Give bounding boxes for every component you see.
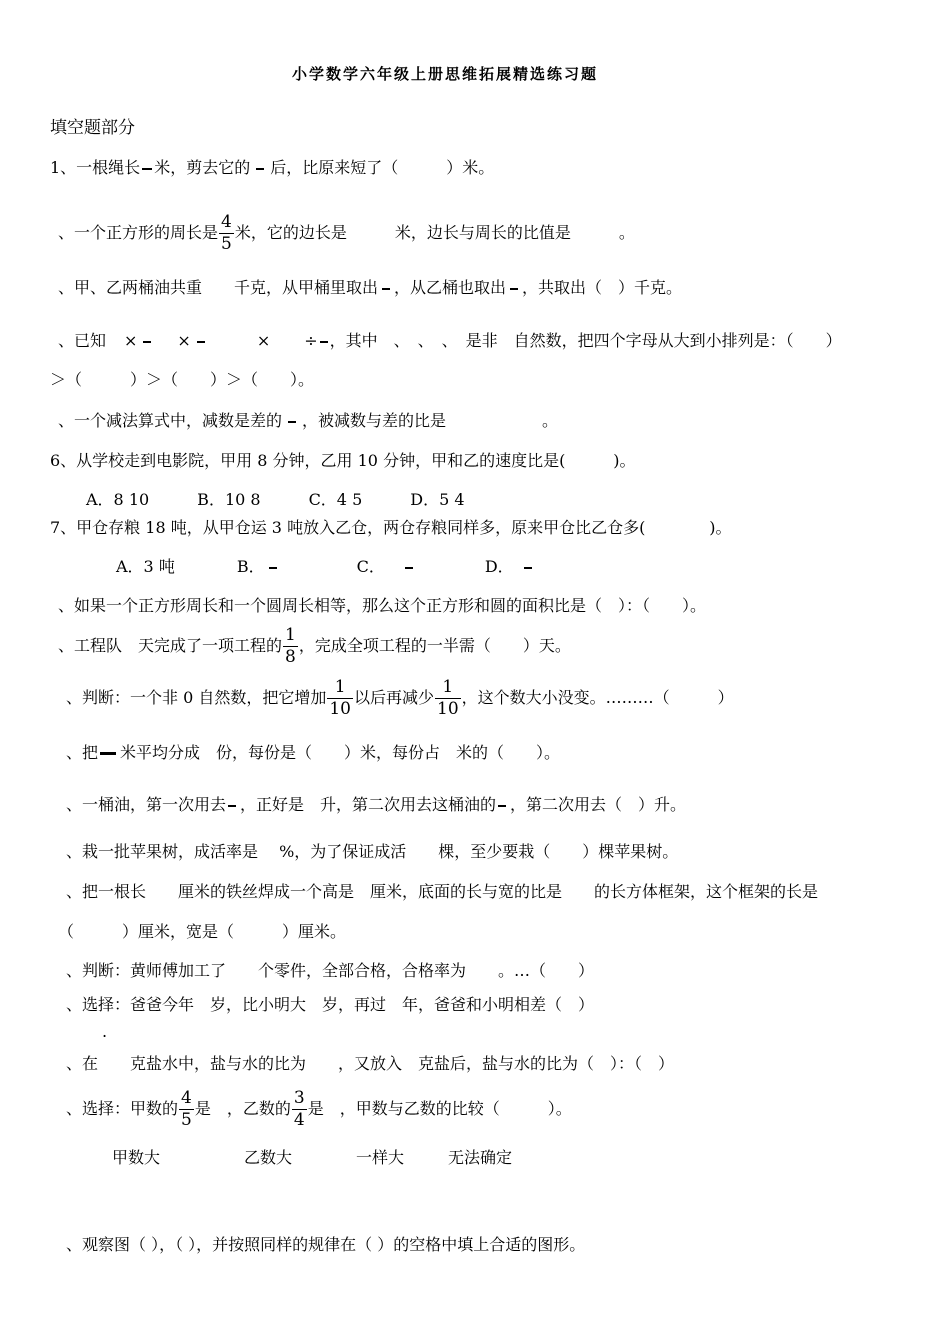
- q1-text-c: 后，比原来短了（ ）米。: [270, 158, 495, 177]
- blank-fraction-mark: [510, 288, 518, 290]
- q7-option-b: B．: [236, 557, 265, 576]
- question-7: 7、甲仓存粮 18 吨，从甲仓运 3 吨放入乙仓，两仓存粮同样多，原来甲仓比乙仓多( )。: [50, 518, 732, 537]
- fraction: [435, 677, 461, 720]
- q12-text-a: 、一桶油，第一次用去: [66, 795, 227, 814]
- blank-fraction-mark: [320, 341, 328, 343]
- question-17: 、在 克盐水中，盐与水的比为 ，又放入 克盐后，盐与水的比为（ ）：（ ）: [66, 1054, 675, 1073]
- question-8: 、如果一个正方形周长和一个圆周长相等，那么这个正方形和圆的面积比是（ ）：（ ）。: [58, 596, 707, 615]
- q1-text-b: 米，剪去它的: [154, 158, 251, 177]
- q3-text-c: ，共取出（ ）千克。: [522, 278, 683, 297]
- question-10: [66, 677, 734, 720]
- q18-option-d: 无法确定: [448, 1148, 513, 1167]
- q7-option-c: C．: [356, 557, 385, 576]
- question-6-options: A．8 10 B．10 8 C．4 5 D．5 4: [86, 490, 465, 509]
- fraction: [283, 625, 298, 668]
- q3-text-a: 、甲、乙两桶油共重 千克，从甲桶里取出: [58, 278, 379, 297]
- q12-text-b: ，正好是 升，第二次用去这桶油的: [240, 795, 497, 814]
- blank-fraction-mark: [405, 567, 413, 569]
- q7-option-a: A．3 吨: [116, 557, 175, 576]
- blank-fraction-mark: [498, 805, 506, 807]
- q2-text-a: 、一个正方形的周长是: [58, 223, 219, 242]
- blank-fraction-mark: [228, 805, 236, 807]
- denominator: 10: [437, 699, 459, 719]
- q18-text-c: 是 ，甲数与乙数的比较（ ）。: [307, 1099, 572, 1118]
- q9-text-b: ，完成全项工程的一半需（ ）天。: [298, 636, 571, 655]
- blank-fraction-mark: [269, 567, 277, 569]
- denominator: 4: [293, 1110, 305, 1130]
- fraction: [292, 1088, 307, 1131]
- q18-text-a: 、选择：甲数的: [66, 1099, 179, 1118]
- question-6: 6、从学校走到电影院，甲用 8 分钟，乙用 10 分钟，甲和乙的速度比是( )。: [50, 451, 636, 470]
- times-sign: ×: [177, 331, 191, 350]
- question-9: [58, 625, 571, 668]
- q18-text-b: 是 ，乙数的: [194, 1099, 291, 1118]
- blank-fraction-mark: [142, 168, 152, 170]
- question-4-continued: ＞（ ）＞（ ）＞（ ）。: [50, 370, 315, 389]
- page-title: 小学数学六年级上册思维拓展精选练习题: [292, 65, 599, 83]
- question-4: [58, 331, 842, 351]
- blank-fraction-mark: [197, 341, 205, 343]
- denominator: 5: [181, 1110, 192, 1130]
- q4-text-f: ，其中 、 、 、 是非 自然数，把四个字母从大到小排列是：（ ）: [329, 331, 842, 350]
- q18-option-c: 一样大: [356, 1148, 405, 1167]
- blank-fraction-mark: [100, 752, 116, 755]
- question-15: 、判断：黄师傅加工了 个零件，全部合格，合格率为 。…（ ）: [66, 961, 595, 980]
- numerator: 1: [327, 677, 353, 699]
- blank-fraction-mark: [143, 341, 151, 343]
- question-5: [58, 411, 558, 431]
- fraction: [179, 1088, 194, 1131]
- fraction: [219, 212, 234, 255]
- fraction: [327, 677, 353, 720]
- question-12: [66, 795, 686, 815]
- blank-fraction-mark: [256, 168, 264, 170]
- q2-text-b: 米，它的边长是 米，边长与周长的比值是 。: [234, 223, 635, 242]
- q18-option-a: 甲数大: [112, 1148, 161, 1167]
- question-14: 、把一根长 厘米的铁丝焊成一个高是 厘米，底面的长与宽的比是 的长方体框架，这个框架的长是: [66, 882, 819, 901]
- q10-text-b: 以后再减少: [354, 688, 435, 707]
- times-sign: ×: [256, 331, 271, 350]
- q11-text-b: 米平均分成 份，每份是（ ）米，每份占 米的（ ）。: [120, 743, 561, 762]
- denominator: 8: [285, 647, 296, 667]
- question-14-continued: （ ）厘米，宽是（ ）厘米。: [58, 922, 347, 941]
- numerator: 4: [221, 212, 232, 232]
- q11-text-a: 、把: [66, 743, 99, 762]
- denominator: 10: [329, 699, 351, 719]
- blank-fraction-mark: [524, 567, 532, 569]
- q10-text-c: ，这个数大小没变。………（ ）: [461, 688, 734, 707]
- numerator: 4: [181, 1088, 192, 1108]
- numerator: 1: [285, 625, 296, 645]
- q5-text-a: 、一个减法算式中，减数是差的: [58, 411, 283, 430]
- q4-text-a: 、已知: [58, 331, 107, 350]
- question-13: 、栽一批苹果树，成活率是 %，为了保证成活 棵，至少要栽（ ）棵苹果树。: [66, 842, 679, 861]
- divide-sign: ÷: [304, 331, 318, 350]
- times-sign: ×: [124, 331, 138, 350]
- question-16: 、选择：爸爸今年 岁，比小明大 岁，再过 年，爸爸和小明相差（ ）: [66, 995, 595, 1014]
- q10-text-a: 、判断：一个非 0 自然数，把它增加: [66, 688, 327, 707]
- q5-text-b: ，被减数与差的比是 。: [302, 411, 559, 430]
- blank-fraction-mark: [288, 421, 296, 423]
- q12-text-c: ，第二次用去（ ）升。: [510, 795, 687, 814]
- q9-text-a: 、工程队 天完成了一项工程的: [58, 636, 283, 655]
- question-3: [58, 278, 682, 298]
- question-2: [58, 212, 635, 255]
- stray-dot: .: [102, 1022, 108, 1041]
- question-18-options: [112, 1148, 512, 1168]
- q1-text-a: 1、一根绳长: [50, 158, 141, 177]
- q18-option-b: 乙数大: [244, 1148, 293, 1167]
- numerator: 3: [293, 1088, 305, 1108]
- numerator: 1: [435, 677, 461, 699]
- question-11: [66, 743, 560, 763]
- q3-text-b: ，从乙桶也取出: [394, 278, 507, 297]
- question-1: [50, 158, 494, 178]
- section-heading: 填空题部分: [50, 118, 135, 138]
- question-7-options: [116, 557, 534, 577]
- denominator: 5: [221, 234, 232, 254]
- question-18: [66, 1088, 572, 1131]
- blank-fraction-mark: [382, 288, 390, 290]
- question-19: 、观察图（ ），（ ），并按照同样的规律在（ ）的空格中填上合适的图形。: [66, 1235, 586, 1254]
- q7-option-d: D．: [484, 557, 514, 576]
